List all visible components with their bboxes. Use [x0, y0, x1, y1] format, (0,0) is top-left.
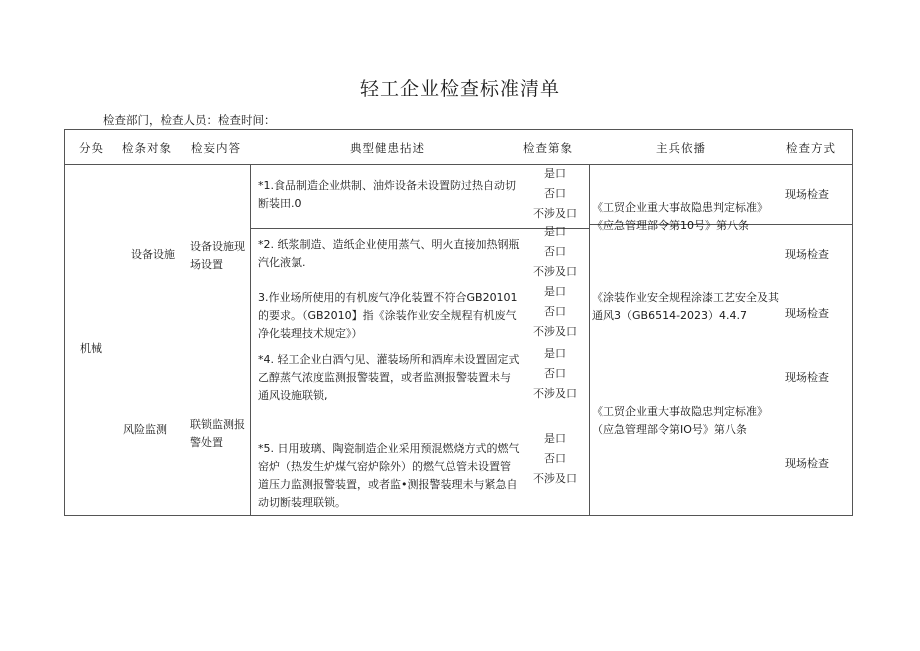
header-object: 检条对象	[122, 141, 172, 155]
na-checkbox[interactable]: 不涉及口	[533, 207, 577, 220]
header-result: 检查第象	[523, 141, 573, 155]
na-checkbox[interactable]: 不涉及口	[533, 387, 577, 400]
content-cell-equipment: 设备设施现场设置	[190, 240, 245, 271]
no-checkbox[interactable]: 否口	[544, 367, 566, 380]
content-cell-interlock: 联锁监测报警处置	[190, 418, 245, 449]
header-category: 分奂	[79, 141, 104, 155]
no-checkbox[interactable]: 否口	[544, 187, 566, 200]
table-right-border	[852, 129, 853, 516]
header-method: 检查方式	[786, 141, 836, 155]
yes-checkbox[interactable]: 是口	[544, 347, 566, 360]
table-bottom-border	[64, 515, 853, 516]
no-checkbox[interactable]: 否口	[544, 245, 566, 258]
na-checkbox[interactable]: 不涉及口	[533, 265, 577, 278]
item-5-description: *5. 日用玻璃、陶瓷制造企业采用预混燃烧方式的燃气窑炉（热发生炉煤气窑炉除外）的燃气总管未设置管道压力监测报警装置，或者监•测报警装理未与紧急自动切断装理联锁。	[258, 442, 520, 509]
item-4-method: 现场检查	[785, 371, 829, 384]
desc-column-divider	[250, 164, 251, 515]
header-basis: 主兵依播	[656, 141, 706, 155]
na-checkbox[interactable]: 不涉及口	[533, 472, 577, 485]
item-4-description: *4. 轻工企业白酒勺见、灌装场所和酒库未设置固定式乙醇蒸气浓度监测报警装置，或者监测报警装置未与通风设施联锁,	[258, 353, 520, 402]
yes-checkbox[interactable]: 是口	[544, 432, 566, 445]
item-1-result-options	[525, 164, 585, 224]
item-5-method: 现场检查	[785, 457, 829, 470]
table-top-border	[64, 129, 853, 130]
basis-2: 《涂装作业安全规程涂漆工艺安全及其通风3（GB6514-2023）4.4.7	[592, 291, 779, 322]
item-3-method: 现场检查	[785, 307, 829, 320]
basis-1: 《工贸企业重大事故隐患判定标准》《应急管理部令第10号》第八条	[592, 201, 768, 232]
category-cell: 机械	[80, 342, 102, 355]
item-2-method: 现场检查	[785, 248, 829, 261]
page-title: 轻工企业检查标准清单	[359, 78, 560, 100]
no-checkbox[interactable]: 否口	[544, 452, 566, 465]
item-2-result-options	[525, 222, 585, 282]
header-bottom-border	[64, 164, 853, 165]
yes-checkbox[interactable]: 是口	[544, 285, 566, 298]
na-checkbox[interactable]: 不涉及口	[533, 325, 577, 338]
item-5-result-options	[525, 429, 585, 489]
header-description: 典型健患拈述	[350, 141, 425, 155]
object-cell-risk: 风险监测	[123, 423, 167, 436]
item-3-result-options	[525, 282, 585, 342]
inspection-meta-line: 检查部门，检查人员：检查时间：	[103, 113, 276, 127]
yes-checkbox[interactable]: 是口	[544, 225, 566, 238]
basis-3: 《工贸企业重大事故隐忠判定标准》（应急管理部令第IO号》第八条	[592, 405, 768, 436]
item-4-result-options	[525, 344, 585, 404]
table-left-border	[64, 129, 65, 516]
item-1-description: *1.食品制造企业烘制、油炸设备未设置防过热自动切断装田.0	[258, 179, 516, 210]
item-2-description: *2. 纸浆制造、造纸企业使用蒸气、明火直接加热钢瓶汽化液氯.	[258, 238, 520, 269]
no-checkbox[interactable]: 否口	[544, 305, 566, 318]
header-content: 检妄内答	[191, 141, 241, 155]
item-3-description: 3.作业场所使用的有机废气净化装置不符合GB20101的要求。（GB2010】指《涂装作业安全规程有机废气净化装理技术规定》）	[258, 291, 518, 340]
yes-checkbox[interactable]: 是口	[544, 167, 566, 180]
object-cell-equipment: 设备设施	[131, 248, 175, 261]
item-1-method: 现场检查	[785, 188, 829, 201]
basis-column-divider	[589, 164, 590, 515]
